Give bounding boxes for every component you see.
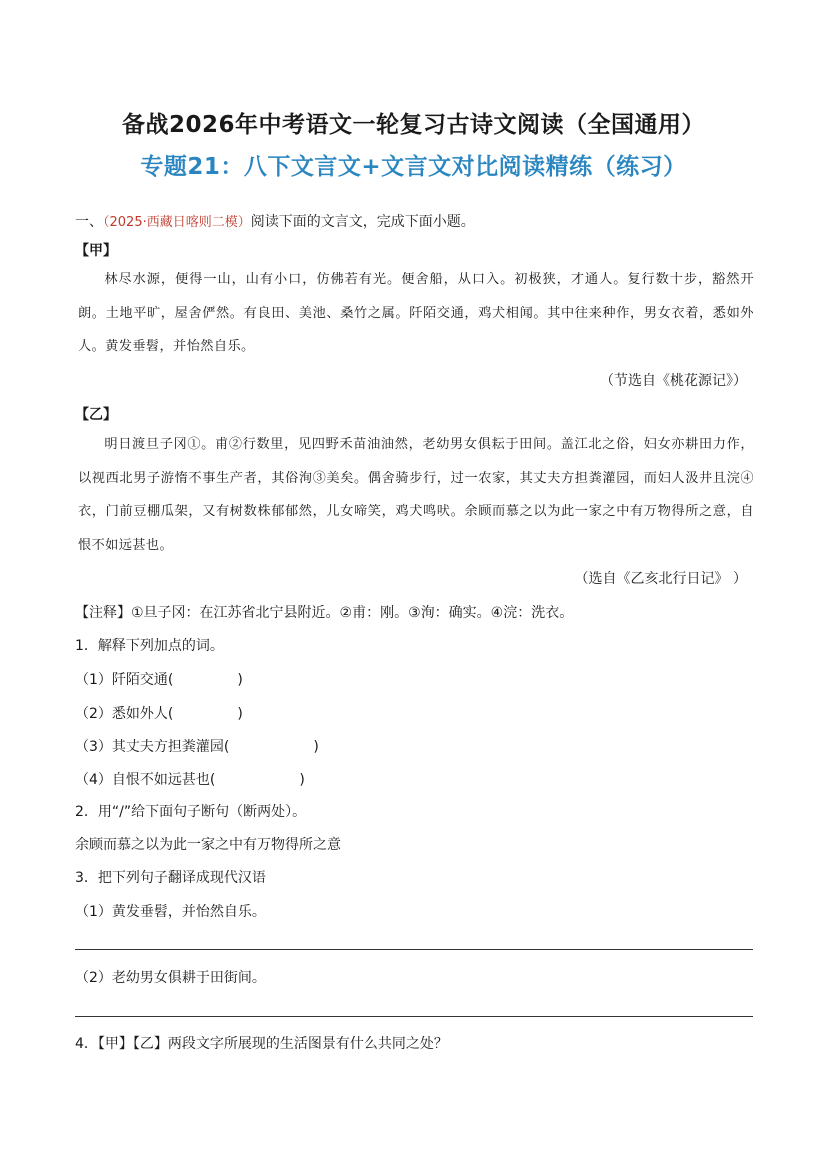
close-paren: ) [237,706,243,722]
item-text: （3）其丈夫方担粪灌园( [75,739,230,755]
question-2-sentence: 余顾而慕之以为此一家之中有万物得所之意 [75,837,341,853]
question-1-item-1 [75,669,243,689]
question-4: 4．【甲】【乙】两段文字所展现的生活图景有什么共同之处？ [75,1036,448,1052]
section-heading [75,211,475,231]
passage-b-credit: （选自《乙亥北行日记》 ） [574,571,747,587]
passage-b-text: 明日渡旦子冈①。甫②行数里，见四野禾苗油油然，老幼男女俱耘于田间。盖江北之俗，妇女亦耕田力作，以视西北男子游惰不事生产者，其俗洵③美矣。偶舍骑步行，过一农家，其丈夫方担粪灌园，而妇人汲井且浣④衣，门前豆棚瓜架，又有树数株郁郁然，儿女啼笑，鸡犬鸣吠。余顾而慕之以为此一家之中有万物得所之意，自恨不如远甚也。 [78,437,754,553]
question-1-item-2 [75,703,243,723]
answer-line[interactable] [75,1016,753,1017]
question-2: 2．用“/”给下面句子断句（断两处）。 [75,804,307,820]
question-3-item-2: （2）老幼男女俱耕于田街间。 [75,970,266,986]
passage-a-text: 林尽水源，便得一山，山有小口，仿佛若有光。便舍船，从口入。初极狭，才通人。复行数十步，豁然开朗。土地平旷，屋舍俨然。有良田、美池、桑竹之属。阡陌交通，鸡犬相闻。其中往来种作，男女衣着，悉如外人。黄发垂髫，并怡然自乐。 [78,272,754,354]
answer-line[interactable] [75,949,753,950]
question-3-item-1: （1）黄发垂髫，并怡然自乐。 [75,904,266,920]
question-3: 3．把下列句子翻译成现代汉语 [75,870,266,886]
passage-b-label: 【乙】 [75,407,117,423]
item-text: （1）阡陌交通( [75,672,174,688]
question-1-item-4 [75,769,305,789]
close-paren: ) [299,772,305,788]
close-paren: ) [237,672,243,688]
page-title: 备战2026年中考语文一轮复习古诗文阅读（全国通用） [121,112,705,138]
question-1: 1．解释下列加点的词。 [75,638,224,654]
passage-a-label: 【甲】 [75,243,117,259]
close-paren: ) [313,739,319,755]
section-instruction: 阅读下面的文言文，完成下面小题。 [250,214,475,230]
section-source: （2025·西藏日喀则二模） [103,215,251,230]
item-text: （4）自恨不如远甚也( [75,772,216,788]
page-subtitle: 专题21：八下文言文+文言文对比阅读精练（练习） [140,154,687,180]
section-number: 一、 [75,214,103,230]
passage-a-credit: （节选自《桃花源记》） [600,373,747,389]
item-text: （2）悉如外人( [75,706,174,722]
annotation-notes: 【注释】①旦子冈：在江苏省北宁县附近。②甫：刚。③洵：确实。④浣：洗衣。 [75,605,574,621]
question-1-item-3 [75,736,319,756]
